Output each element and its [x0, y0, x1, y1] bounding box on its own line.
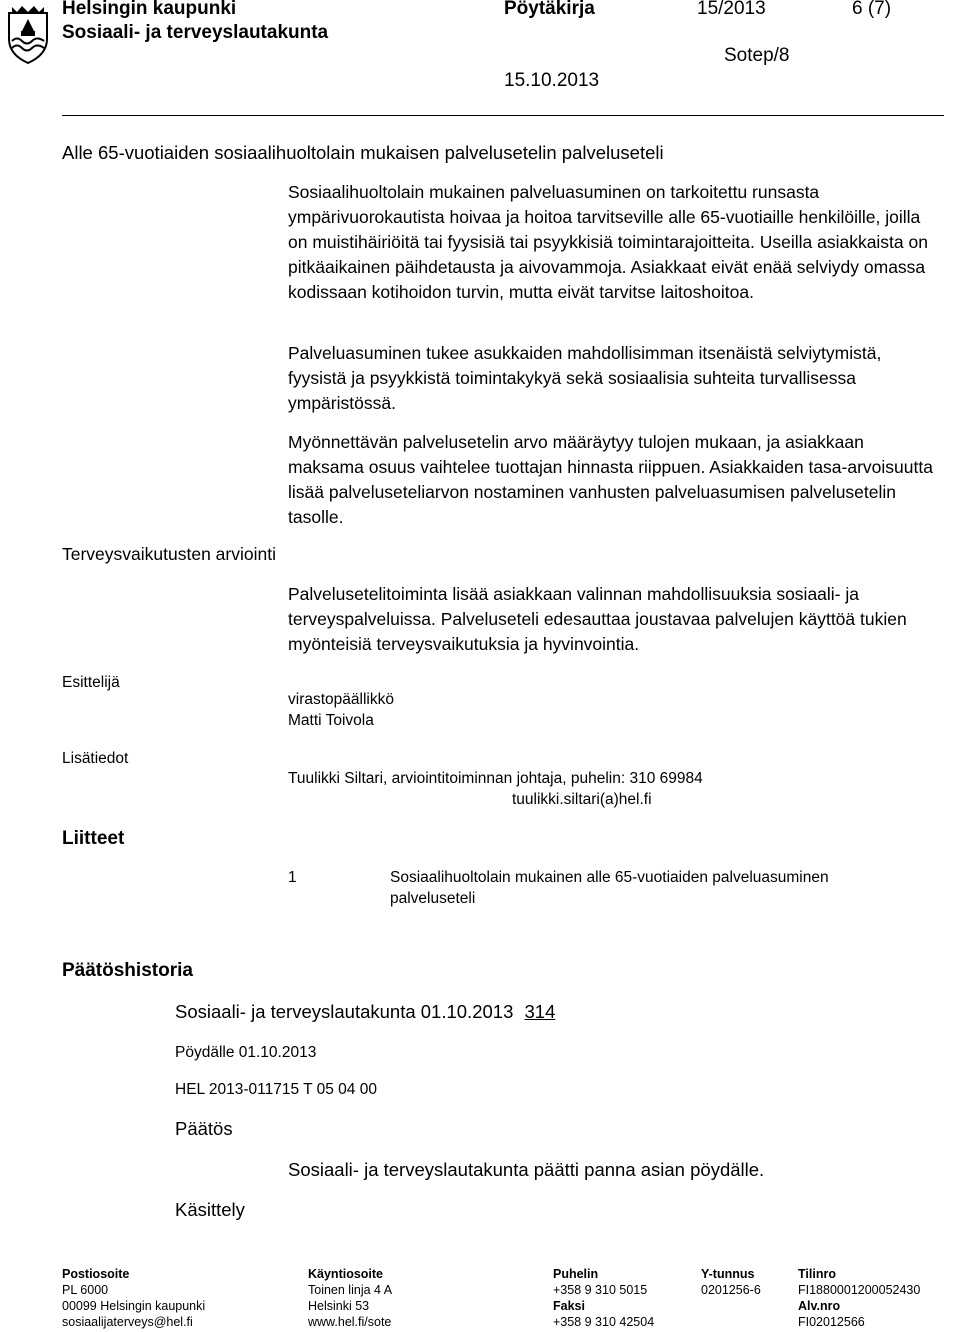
info-contact: Tuulikki Siltari, arviointitoiminnan johtaja, puhelin: 310 69984: [288, 770, 703, 787]
footer-postal-line: 00099 Helsingin kaupunki: [62, 1299, 206, 1313]
section-reference: Sotep/8: [724, 45, 790, 66]
footer-account-value: FI1880001200052430: [798, 1283, 921, 1297]
footer-visit-label: Käyntiosoite: [308, 1267, 384, 1281]
footer-phone-value: +358 9 310 5015: [553, 1283, 648, 1297]
info-label: Lisätiedot: [62, 750, 129, 767]
presenter-title: virastopäällikkö: [288, 691, 394, 708]
decision-text: Sosiaali- ja terveyslautakunta päätti panna asian pöydälle.: [288, 1159, 765, 1180]
attachment-number: 1: [288, 869, 297, 886]
footer-visit-line: Helsinki 53: [308, 1299, 370, 1313]
body-paragraph-1: Sosiaalihuoltolain mukainen palveluasuminen on tarkoitettu runsasta ympärivuorokautista hoivaa ja hoitoa tarvitseville alle 65-vuotiaille henkilöille, joilla on muistihäiriöitä tai fyysisiä tai psyykkisiä toimintarajoitteita. Useilla asiakkaista on pitkäaikainen päihdetausta ja aivovammoja. Asiakkaat eivät enää selviydy omassa kodissaan kotihoidon turvin, mutta eivät tarvitse laitoshoitoa.: [288, 182, 928, 302]
presenter-label: Esittelijä: [62, 674, 120, 691]
footer-vat-value: FI02012566: [798, 1315, 865, 1329]
info-email: tuulikki.siltari(a)hel.fi: [512, 791, 652, 808]
footer-postal-email[interactable]: sosiaalijaterveys@hel.fi: [62, 1315, 193, 1329]
attachments-label: Liitteet: [62, 828, 125, 849]
footer-postal: [62, 1266, 205, 1330]
org-name: Helsingin kaupunki: [62, 0, 237, 19]
footer-visit: [308, 1266, 392, 1330]
body-paragraph-2: Palveluasuminen tukee asukkaiden mahdollisimman itsenäistä selviytymistä, fyysistä ja psyykkistä toimintakykyä sekä sosiaalisia suhteita turvallisessa ympäristössä.: [288, 343, 882, 413]
footer-postal-line: PL 6000: [62, 1283, 109, 1297]
presenter-name: Matti Toivola: [288, 712, 374, 729]
protocol-number: 15/2013: [697, 0, 766, 19]
document-type: Pöytäkirja: [504, 0, 595, 19]
footer-vat-label: Alv.nro: [798, 1299, 841, 1313]
committee-name: Sosiaali- ja terveyslautakunta: [62, 22, 329, 43]
footer-business-id-label: Y-tunnus: [701, 1267, 755, 1281]
page-number: 6 (7): [852, 0, 892, 19]
footer-business-id: [701, 1266, 761, 1298]
footer-business-id-value: 0201256-6: [701, 1283, 761, 1297]
health-assessment-label: Terveysvaikutusten arviointi: [62, 544, 276, 564]
history-meeting-number: 314: [524, 1001, 556, 1022]
history-case-id: HEL 2013-011715 T 05 04 00: [175, 1081, 377, 1098]
footer-account: [798, 1266, 920, 1330]
footer-phone: [553, 1266, 654, 1330]
history-tabled: Pöydälle 01.10.2013: [175, 1044, 317, 1061]
health-assessment-text: Palvelusetelitoiminta lisää asiakkaan valinnan mahdollisuuksia sosiaali- ja terveyspalveluissa. Palveluseteli edesauttaa joustavaa palvelujen käyttöä tukien myönteisiä terveysvaikutuksia ja hyvinvointia.: [288, 584, 907, 654]
meeting-date: 15.10.2013: [504, 70, 600, 91]
attachment-title: Sosiaalihuoltolain mukainen alle 65-vuotiaiden palveluasuminen palveluseteli: [390, 869, 829, 907]
footer-visit-line: Toinen linja 4 A: [308, 1283, 393, 1297]
footer-account-label: Tilinro: [798, 1267, 836, 1281]
header-divider: [62, 115, 944, 116]
decision-label: Päätös: [175, 1118, 233, 1139]
body-paragraph-3: Myönnettävän palvelusetelin arvo määräytyy tulojen mukaan, ja asiakkaan maksama osuus vaihtelee tuottajan hinnasta riippuen. Asiakkaiden tasa-arvoisuutta lisää palveluseteliarvon nostaminen vanhusten palveluasumisen palvelusetelin tasolle.: [288, 432, 933, 527]
footer-visit-url[interactable]: www.hel.fi/sote: [308, 1315, 392, 1329]
decision-history-heading: Päätöshistoria: [62, 960, 193, 981]
history-meeting: [175, 1001, 555, 1023]
footer-postal-label: Postiosoite: [62, 1267, 130, 1281]
handling-label: Käsittely: [175, 1199, 245, 1220]
history-meeting-name: Sosiaali- ja terveyslautakunta 01.10.2013: [175, 1001, 514, 1022]
footer-fax-label: Faksi: [553, 1299, 585, 1313]
footer-phone-label: Puhelin: [553, 1267, 599, 1281]
footer-fax-value: +358 9 310 42504: [553, 1315, 655, 1329]
helsinki-crest-icon: [6, 3, 50, 65]
page-title: Alle 65-vuotiaiden sosiaalihuoltolain mukaisen palvelusetelin palveluseteli: [62, 142, 664, 163]
